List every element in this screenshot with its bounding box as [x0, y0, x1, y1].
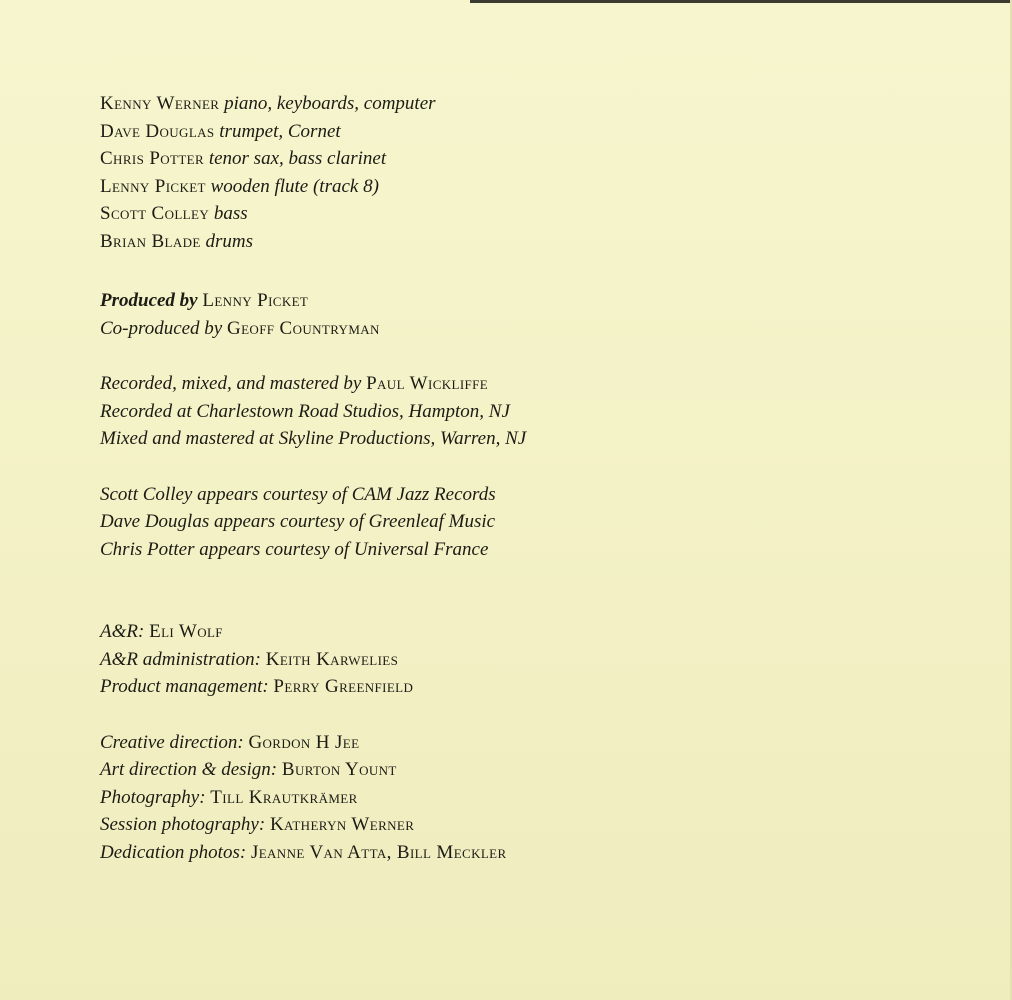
courtesy-line: Chris Potter appears courtesy of Universal France — [100, 538, 489, 560]
musician-name: Lenny Picket — [100, 175, 206, 197]
musician-line — [100, 173, 920, 201]
musician-role: wooden flute (track 8) — [210, 175, 379, 197]
courtesy-line: Dave Douglas appears courtesy of Greenleaf Music — [100, 511, 496, 532]
credit-role: Photography: — [100, 786, 206, 808]
credit-role: Dedication photos: — [100, 841, 247, 863]
credit-name: Katheryn Werner — [269, 814, 415, 835]
credits-block — [100, 90, 920, 866]
label-credit-line — [100, 618, 920, 646]
credit-role: Art direction & design: — [100, 759, 278, 780]
credit-role: Session photography: — [100, 814, 266, 835]
section-spacer — [100, 453, 920, 481]
coproducer-name: Geoff Countryman — [227, 317, 380, 339]
credit-name: Till Krautkrämer — [210, 786, 358, 808]
credit-name: Perry Greenfield — [273, 676, 414, 697]
courtesy-line: Scott Colley appears courtesy of CAM Jazz Records — [100, 483, 496, 505]
design-credit-line — [100, 756, 920, 784]
musician-name: Chris Potter — [100, 148, 205, 169]
musician-name: Kenny Werner — [100, 93, 220, 114]
musician-name: Dave Douglas — [100, 120, 215, 142]
section-spacer — [100, 255, 920, 287]
credit-role: A&R administration: — [100, 648, 261, 670]
design-credit-line — [100, 839, 920, 867]
musician-line — [100, 228, 920, 256]
design-credit-line — [100, 784, 920, 812]
producer-line — [100, 287, 920, 315]
produced-label: Produced by — [100, 290, 198, 311]
musician-line — [100, 200, 920, 228]
section-spacer — [100, 342, 920, 370]
engineer-name: Paul Wickliffe — [366, 373, 489, 394]
design-credit-line — [100, 811, 920, 839]
credit-role: A&R: — [100, 621, 145, 642]
label-credit-line — [100, 673, 920, 701]
musician-line — [100, 145, 920, 173]
label-credit-line — [100, 646, 920, 674]
musician-role: drums — [205, 230, 253, 252]
credit-name: Burton Yount — [281, 759, 397, 780]
credit-name: Gordon H Jee — [248, 731, 360, 753]
musician-role: piano, keyboards, computer — [224, 93, 436, 114]
credit-name: Jeanne Van Atta, Bill Meckler — [250, 841, 507, 863]
musician-role: tenor sax, bass clarinet — [208, 148, 387, 169]
mixed-at-line: Mixed and mastered at Skyline Productions, Warren, NJ — [100, 428, 527, 449]
musician-role: trumpet, Cornet — [219, 120, 341, 142]
credit-role: Creative direction: — [100, 731, 244, 753]
producer-name: Lenny Picket — [202, 290, 309, 311]
coproducer-line — [100, 315, 920, 343]
recorded-label: Recorded, mixed, and mastered by — [100, 373, 362, 394]
design-credit-line — [100, 729, 920, 757]
recorded-by-line — [100, 370, 920, 398]
credit-name: Keith Karwelies — [265, 648, 399, 670]
musician-line — [100, 118, 920, 146]
top-edge-shadow — [470, 0, 1012, 3]
musician-role: bass — [213, 203, 248, 224]
musician-line — [100, 90, 920, 118]
credit-name: Eli Wolf — [149, 621, 223, 642]
recorded-at-line: Recorded at Charlestown Road Studios, Hampton, NJ — [100, 400, 510, 422]
section-spacer — [100, 563, 920, 618]
musician-name: Brian Blade — [100, 230, 201, 252]
musician-name: Scott Colley — [100, 203, 210, 224]
section-spacer — [100, 701, 920, 729]
credit-role: Product management: — [100, 676, 269, 697]
coproduced-label: Co-produced by — [100, 317, 223, 339]
